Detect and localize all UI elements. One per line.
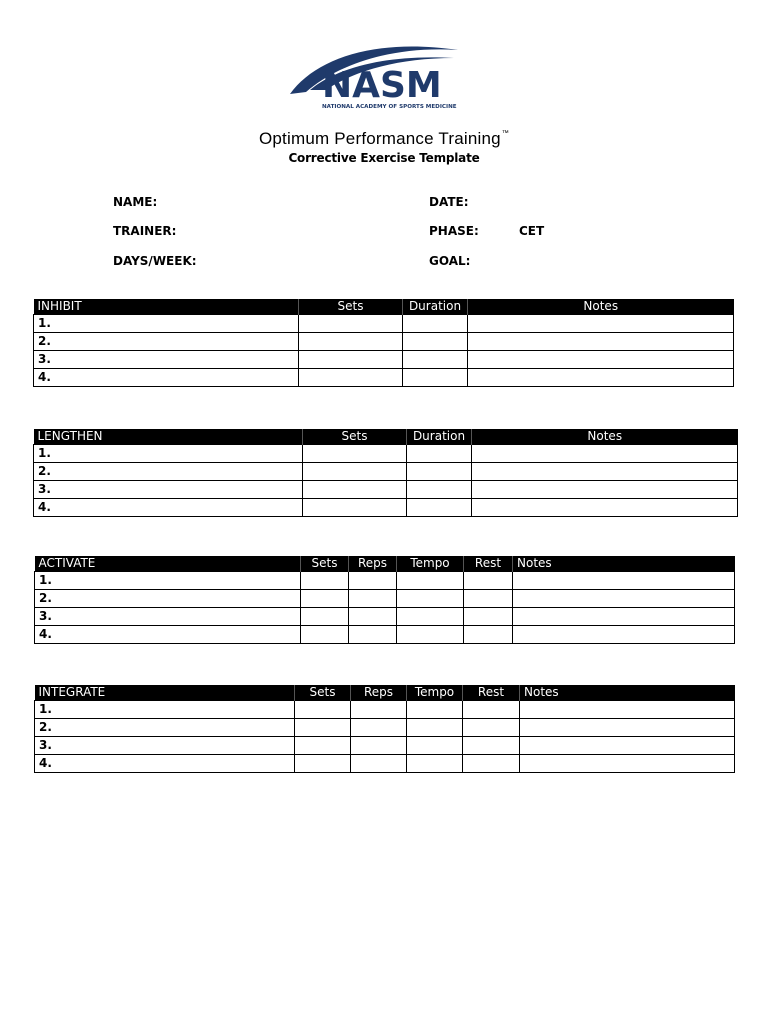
table-row	[35, 572, 735, 590]
tempo-cell[interactable]	[397, 590, 464, 608]
trademark-mark: ™	[501, 130, 509, 137]
notes-header: Notes	[520, 685, 735, 701]
duration-cell[interactable]	[407, 463, 472, 481]
sets-cell[interactable]	[299, 369, 403, 387]
notes-cell[interactable]	[520, 719, 735, 737]
page-title	[0, 129, 768, 149]
notes-header: Notes	[513, 556, 735, 572]
activate-table	[34, 556, 735, 644]
page-subtitle: Corrective Exercise Template	[288, 151, 480, 165]
sets-cell[interactable]	[303, 445, 407, 463]
sets-cell[interactable]	[299, 351, 403, 369]
row-number[interactable]: 3.	[35, 737, 295, 755]
reps-header: Reps	[349, 556, 397, 572]
notes-cell[interactable]	[513, 572, 735, 590]
row-number[interactable]: 4.	[35, 626, 301, 644]
tempo-cell[interactable]	[397, 626, 464, 644]
rest-header: Rest	[464, 556, 513, 572]
rest-cell[interactable]	[464, 590, 513, 608]
tempo-cell[interactable]	[397, 608, 464, 626]
table-row	[34, 369, 734, 387]
table-header-row	[35, 556, 735, 572]
sets-cell[interactable]	[299, 315, 403, 333]
notes-cell[interactable]	[513, 626, 735, 644]
reps-cell[interactable]	[351, 755, 407, 773]
row-number[interactable]: 3.	[34, 351, 299, 369]
sets-cell[interactable]	[295, 737, 351, 755]
table-header-row	[35, 685, 735, 701]
table-row	[34, 463, 738, 481]
duration-cell[interactable]	[407, 499, 472, 517]
activate-header: ACTIVATE	[35, 556, 301, 572]
date-label: DATE:	[429, 195, 469, 209]
tempo-header: Tempo	[397, 556, 464, 572]
table-row	[35, 737, 735, 755]
reps-cell[interactable]	[349, 590, 397, 608]
table-header-row	[34, 299, 734, 315]
trainer-label: TRAINER:	[113, 224, 177, 238]
table-row	[34, 481, 738, 499]
notes-cell[interactable]	[468, 369, 734, 387]
table-row	[34, 333, 734, 351]
notes-cell[interactable]	[520, 701, 735, 719]
row-number[interactable]: 3.	[35, 608, 301, 626]
logo-tagline: NATIONAL ACADEMY OF SPORTS MEDICINE	[322, 104, 457, 110]
inhibit-header: INHIBIT	[34, 299, 299, 315]
sets-cell[interactable]	[301, 572, 349, 590]
tempo-header: Tempo	[407, 685, 463, 701]
table-row	[35, 755, 735, 773]
sets-cell[interactable]	[303, 499, 407, 517]
rest-cell[interactable]	[463, 719, 520, 737]
table-row	[34, 445, 738, 463]
reps-cell[interactable]	[351, 737, 407, 755]
phase-value: CET	[519, 224, 545, 238]
inhibit-table	[33, 299, 734, 387]
tempo-cell[interactable]	[407, 701, 463, 719]
duration-cell[interactable]	[407, 481, 472, 499]
reps-cell[interactable]	[349, 626, 397, 644]
sets-cell[interactable]	[303, 463, 407, 481]
logo-wordmark: NASM	[322, 65, 442, 106]
rest-cell[interactable]	[463, 701, 520, 719]
rest-cell[interactable]	[463, 755, 520, 773]
sets-header: Sets	[303, 429, 407, 445]
days-week-label: DAYS/WEEK:	[113, 254, 197, 268]
reps-cell[interactable]	[349, 572, 397, 590]
title-text: Optimum Performance Training	[258, 129, 501, 148]
row-number[interactable]: 1.	[35, 701, 295, 719]
table-row	[35, 590, 735, 608]
notes-cell[interactable]	[472, 481, 738, 499]
sets-header: Sets	[299, 299, 403, 315]
notes-cell[interactable]	[513, 608, 735, 626]
reps-cell[interactable]	[349, 608, 397, 626]
name-label: NAME:	[113, 195, 158, 209]
rest-cell[interactable]	[463, 737, 520, 755]
sets-header: Sets	[295, 685, 351, 701]
tempo-cell[interactable]	[407, 719, 463, 737]
duration-cell[interactable]	[403, 369, 468, 387]
sets-cell[interactable]	[295, 701, 351, 719]
sets-cell[interactable]	[301, 608, 349, 626]
tempo-cell[interactable]	[407, 755, 463, 773]
notes-cell[interactable]	[520, 755, 735, 773]
notes-cell[interactable]	[520, 737, 735, 755]
sets-cell[interactable]	[295, 755, 351, 773]
notes-cell[interactable]	[468, 333, 734, 351]
rest-header: Rest	[463, 685, 520, 701]
notes-cell[interactable]	[513, 590, 735, 608]
notes-cell[interactable]	[468, 315, 734, 333]
row-number[interactable]: 1.	[35, 572, 301, 590]
duration-header: Duration	[407, 429, 472, 445]
rest-cell[interactable]	[464, 572, 513, 590]
sets-cell[interactable]	[295, 719, 351, 737]
tempo-cell[interactable]	[407, 737, 463, 755]
row-number[interactable]: 4.	[34, 499, 303, 517]
notes-cell[interactable]	[472, 463, 738, 481]
rest-cell[interactable]	[464, 626, 513, 644]
duration-header: Duration	[403, 299, 468, 315]
integrate-table	[34, 685, 735, 773]
table-row	[34, 315, 734, 333]
table-row	[34, 499, 738, 517]
row-number[interactable]: 1.	[34, 315, 299, 333]
table-row	[35, 608, 735, 626]
notes-header: Notes	[468, 299, 734, 315]
nasm-logo	[286, 40, 466, 112]
row-number[interactable]: 1.	[34, 445, 303, 463]
table-row	[35, 719, 735, 737]
sets-cell[interactable]	[301, 590, 349, 608]
duration-cell[interactable]	[403, 333, 468, 351]
integrate-header: INTEGRATE	[35, 685, 295, 701]
table-row	[35, 626, 735, 644]
notes-cell[interactable]	[472, 445, 738, 463]
row-number[interactable]: 4.	[34, 369, 299, 387]
reps-cell[interactable]	[351, 701, 407, 719]
row-number[interactable]: 2.	[35, 590, 301, 608]
sets-cell[interactable]	[303, 481, 407, 499]
sets-cell[interactable]	[299, 333, 403, 351]
notes-cell[interactable]	[472, 499, 738, 517]
duration-cell[interactable]	[403, 315, 468, 333]
tempo-cell[interactable]	[397, 572, 464, 590]
notes-cell[interactable]	[468, 351, 734, 369]
table-row	[35, 701, 735, 719]
row-number[interactable]: 3.	[34, 481, 303, 499]
duration-cell[interactable]	[403, 351, 468, 369]
reps-cell[interactable]	[351, 719, 407, 737]
reps-header: Reps	[351, 685, 407, 701]
row-number[interactable]: 2.	[34, 333, 299, 351]
rest-cell[interactable]	[464, 608, 513, 626]
lengthen-table	[33, 429, 738, 517]
duration-cell[interactable]	[407, 445, 472, 463]
phase-label: PHASE:	[429, 224, 479, 238]
table-header-row	[34, 429, 738, 445]
row-number[interactable]: 4.	[35, 755, 295, 773]
sets-header: Sets	[301, 556, 349, 572]
notes-header: Notes	[472, 429, 738, 445]
sets-cell[interactable]	[301, 626, 349, 644]
lengthen-header: LENGTHEN	[34, 429, 303, 445]
row-number[interactable]: 2.	[34, 463, 303, 481]
goal-label: GOAL:	[429, 254, 471, 268]
table-row	[34, 351, 734, 369]
row-number[interactable]: 2.	[35, 719, 295, 737]
